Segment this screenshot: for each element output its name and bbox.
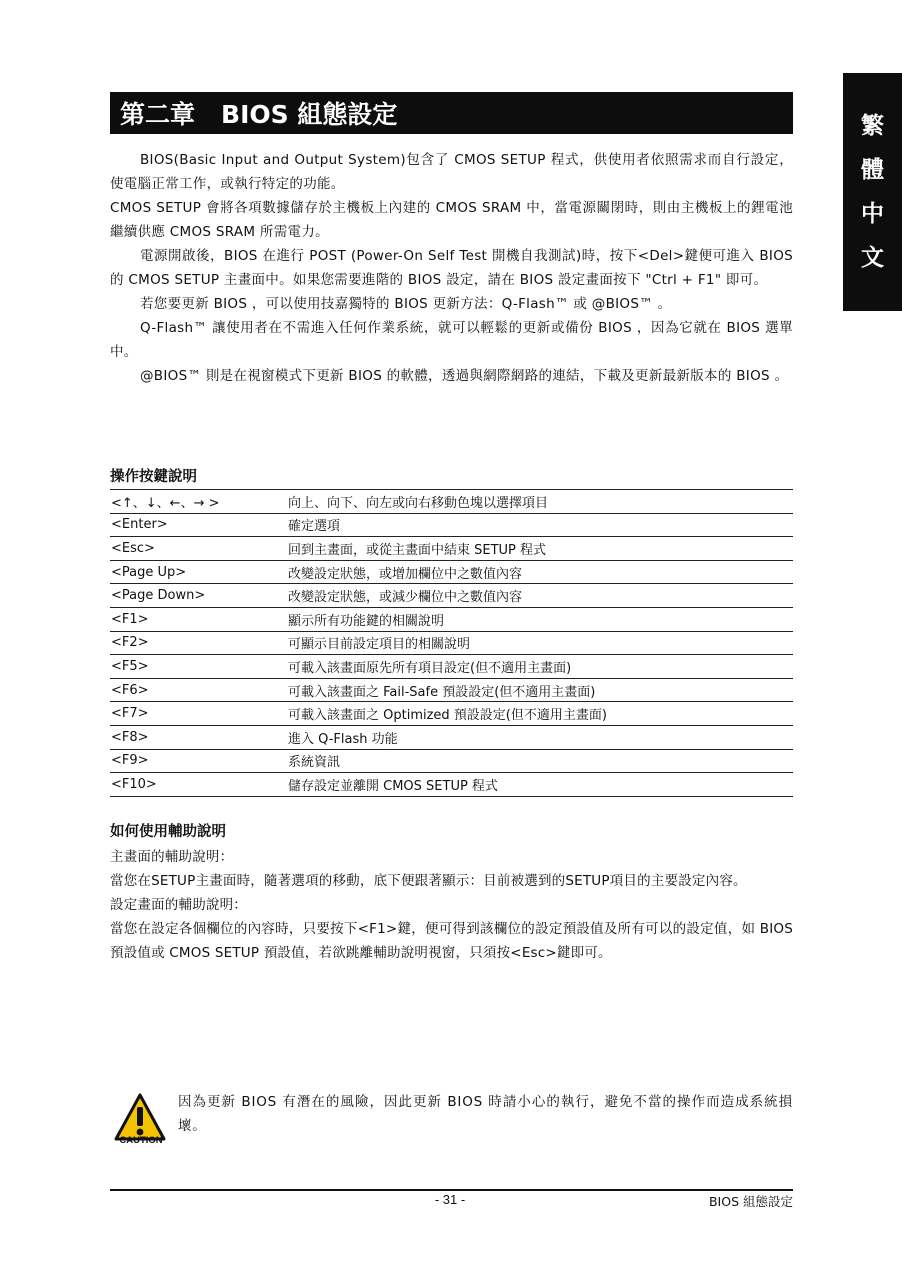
desc-cell: 確定選項 [287, 513, 793, 537]
intro-section [110, 148, 793, 388]
help-subheading: 主畫面的輔助說明： [110, 849, 234, 865]
side-tab-char: 體 [861, 156, 884, 183]
key-cell: <F8> [110, 725, 287, 749]
table-row [110, 725, 793, 749]
desc-cell: 系統資訊 [287, 749, 793, 773]
desc-cell: 可載入該畫面原先所有項目設定(但不適用主畫面) [287, 655, 793, 679]
intro-paragraph: BIOS(Basic Input and Output System)包含了 CMOS SETUP 程式，供使用者依照需求而自行設定，使電腦正常工作，或執行特定的功能。 [110, 152, 793, 192]
table-row [110, 631, 793, 655]
key-cell: <F2> [110, 631, 287, 655]
table-row [110, 678, 793, 702]
key-cell: <Enter> [110, 513, 287, 537]
keys-table [110, 489, 793, 797]
key-cell: <F9> [110, 749, 287, 773]
language-side-tab [843, 73, 902, 311]
keys-heading: 操作按鍵說明 [110, 468, 197, 485]
side-tab-char: 文 [861, 244, 884, 271]
help-paragraph: 當您在設定各個欄位的內容時，只要按下<F1>鍵，便可得到該欄位的設定預設值及所有可以的設定值，如 BIOS 預設值或 CMOS SETUP 預設值，若欲跳離輔助說明視窗，只須按<Esc>鍵即可。 [110, 921, 793, 961]
help-subheading: 設定畫面的輔助說明： [110, 897, 247, 913]
table-row [110, 490, 793, 514]
help-heading: 如何使用輔助說明 [110, 823, 226, 840]
page-number: - 31 - [434, 1192, 466, 1207]
table-row [110, 655, 793, 679]
desc-cell: 儲存設定並離開 CMOS SETUP 程式 [287, 773, 793, 797]
caution-label: CAUTION [119, 1135, 163, 1146]
key-cell: <F7> [110, 702, 287, 726]
intro-paragraph: @BIOS™ 則是在視窗模式下更新 BIOS 的軟體，透過與網際網路的連結，下載及更新最新版本的 BIOS 。 [140, 368, 789, 384]
key-cell: <Esc> [110, 537, 287, 561]
table-row [110, 773, 793, 797]
table-row [110, 537, 793, 561]
footer-divider [110, 1189, 793, 1191]
chapter-title: BIOS 組態設定 [221, 100, 398, 129]
desc-cell: 進入 Q-Flash 功能 [287, 725, 793, 749]
intro-paragraph: CMOS SETUP 會將各項數據儲存於主機板上內建的 CMOS SRAM 中，當電源關閉時，則由主機板上的鋰電池繼續供應 CMOS SRAM 所需電力。 [110, 200, 793, 240]
chapter-title-bar [110, 92, 793, 134]
desc-cell: 改變設定狀態，或增加欄位中之數值內容 [287, 560, 793, 584]
desc-cell: 向上、向下、向左或向右移動色塊以選擇項目 [287, 490, 793, 514]
side-tab-char: 繁 [861, 112, 884, 139]
desc-cell: 可載入該畫面之 Fail-Safe 預設設定(但不適用主畫面) [287, 678, 793, 702]
chapter-number: 第二章 [120, 100, 196, 129]
key-cell: <Page Down> [110, 584, 287, 608]
help-section [110, 845, 793, 965]
footer-title: BIOS 組態設定 [708, 1194, 793, 1209]
desc-cell: 可載入該畫面之 Optimized 預設設定(但不適用主畫面) [287, 702, 793, 726]
table-row [110, 560, 793, 584]
key-cell: <Page Up> [110, 560, 287, 584]
intro-paragraph: Q-Flash™ 讓使用者在不需進入任何作業系統，就可以輕鬆的更新或備份 BIOS ，因為它就在 BIOS 選單中。 [110, 320, 793, 360]
desc-cell: 回到主畫面，或從主畫面中結束 SETUP 程式 [287, 537, 793, 561]
table-row [110, 513, 793, 537]
table-row [110, 584, 793, 608]
desc-cell: 顯示所有功能鍵的相關說明 [287, 607, 793, 631]
table-row [110, 702, 793, 726]
key-cell: <↑、↓、←、→ > [110, 490, 287, 514]
help-paragraph: 當您在SETUP主畫面時，隨著選項的移動，底下便跟著顯示：目前被選到的SETUP項目的主要設定內容。 [110, 873, 747, 889]
key-cell: <F1> [110, 607, 287, 631]
side-tab-char: 中 [861, 200, 884, 227]
caution-text: 因為更新 BIOS 有潛在的風險，因此更新 BIOS 時請小心的執行，避免不當的操作而造成系統損壞。 [178, 1094, 793, 1134]
key-cell: <F6> [110, 678, 287, 702]
desc-cell: 改變設定狀態，或減少欄位中之數值內容 [287, 584, 793, 608]
table-row [110, 749, 793, 773]
key-cell: <F10> [110, 773, 287, 797]
desc-cell: 可顯示目前設定項目的相關說明 [287, 631, 793, 655]
key-cell: <F5> [110, 655, 287, 679]
intro-paragraph: 電源開啟後，BIOS 在進行 POST (Power-On Self Test 開機自我測試)時，按下<Del>鍵便可進入 BIOS 的 CMOS SETUP 主畫面中。如果您需要進階的 BIOS 設定，請在 BIOS 設定畫面按下 "Ctrl + F1" 即可。 [110, 248, 793, 288]
intro-paragraph: 若您要更新 BIOS ，可以使用技嘉獨特的 BIOS 更新方法：Q-Flash™ 或 @BIOS™ 。 [140, 296, 672, 312]
table-row [110, 607, 793, 631]
